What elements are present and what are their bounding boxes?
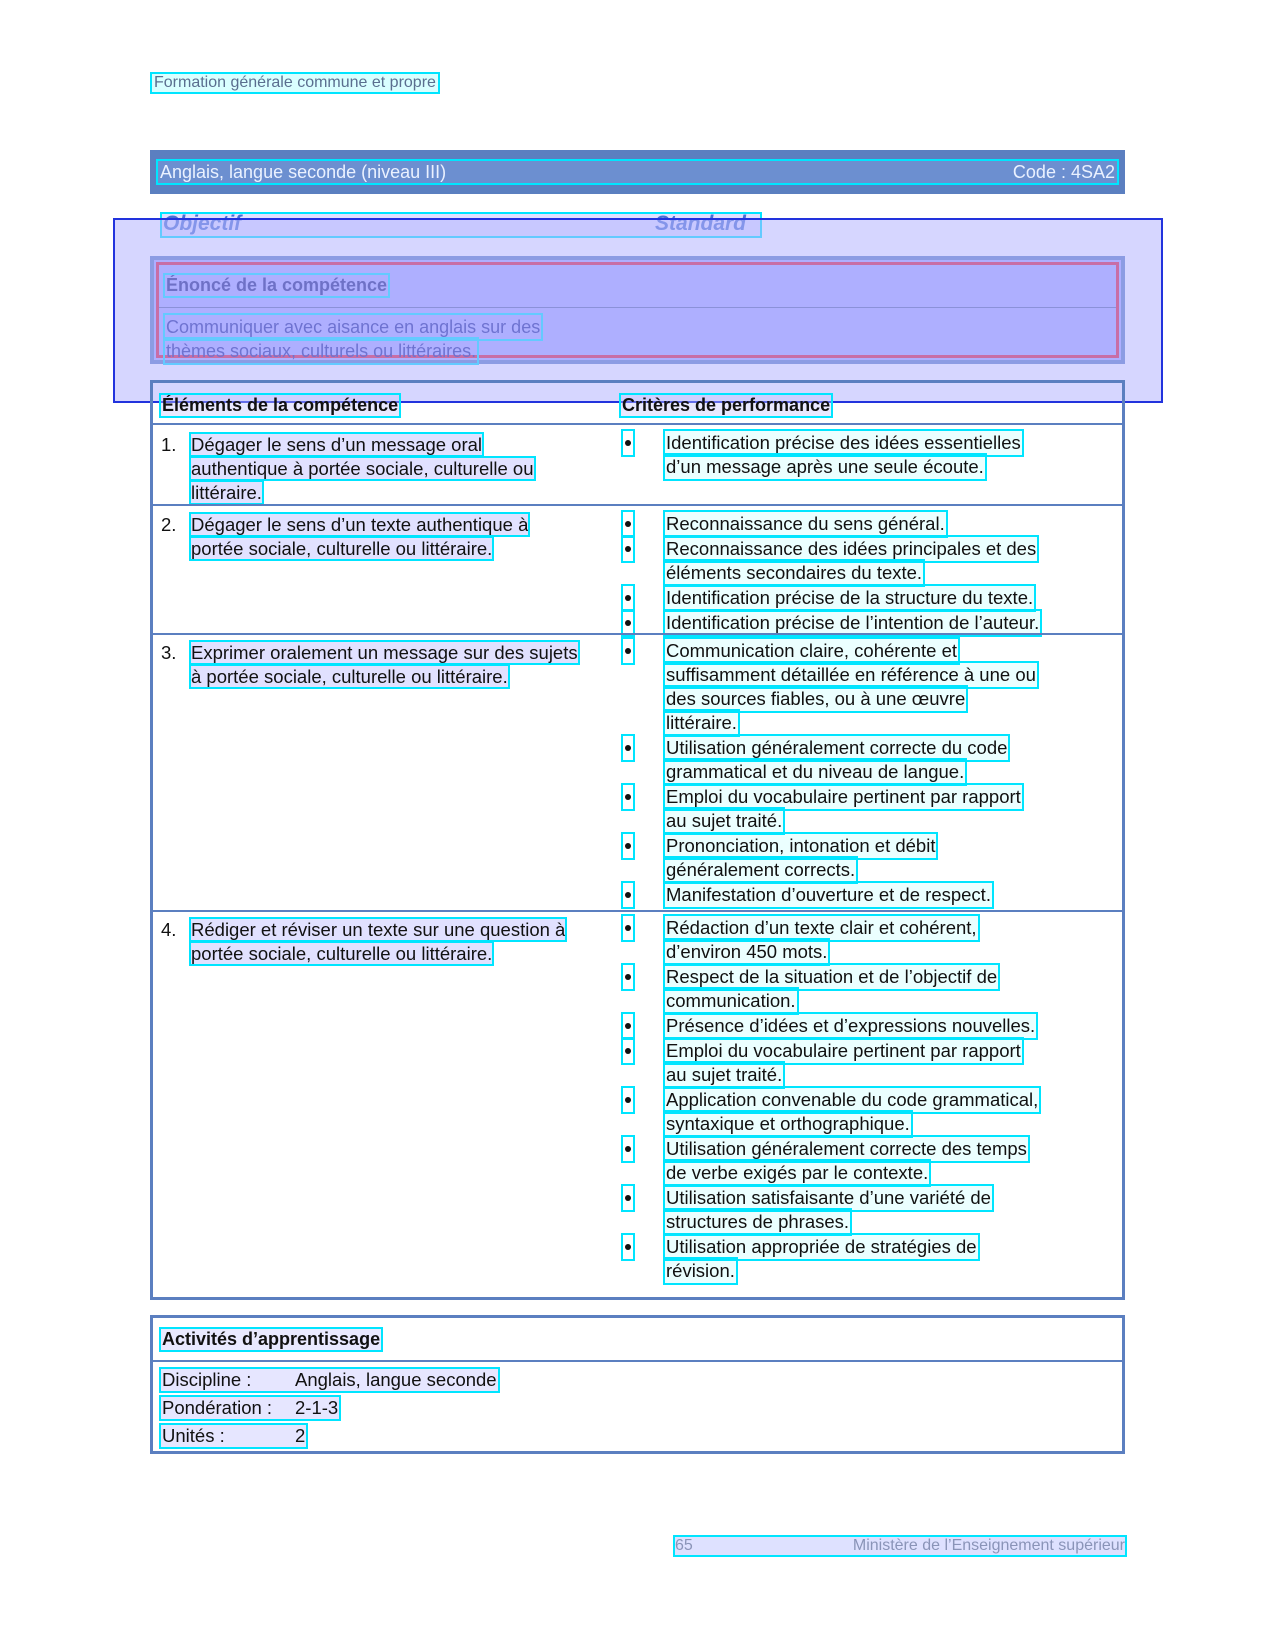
unites-label: Unités : bbox=[162, 1425, 225, 1446]
element-line: Dégager le sens d’un message oral bbox=[191, 434, 483, 455]
bullet-icon bbox=[623, 1235, 633, 1259]
criterion-line: Emploi du vocabulaire pertinent par rapport bbox=[666, 786, 1021, 807]
criterion-item bbox=[621, 512, 1121, 536]
activites-title: Activités d’apprentissage bbox=[162, 1329, 381, 1349]
bullet-icon bbox=[623, 1039, 633, 1063]
table-row-2-element bbox=[161, 513, 528, 561]
criterion-line: Rédaction d’un texte clair et cohérent, bbox=[666, 917, 977, 938]
criterion-item bbox=[621, 785, 1121, 833]
criterion-item bbox=[621, 1235, 1121, 1283]
table-divider bbox=[153, 504, 1122, 506]
table-row-3-criteria bbox=[621, 639, 1121, 908]
ponderation-row bbox=[161, 1397, 339, 1419]
bullet-icon bbox=[623, 1014, 633, 1038]
element-line: portée sociale, culturelle ou littéraire. bbox=[191, 538, 493, 559]
bullet-icon bbox=[623, 883, 633, 907]
course-code: Code : 4SA2 bbox=[1012, 161, 1115, 182]
criterion-line: Emploi du vocabulaire pertinent par rapport bbox=[666, 1040, 1021, 1061]
bullet-icon bbox=[623, 1137, 633, 1161]
table-row-4-element bbox=[161, 918, 565, 966]
course-title-bar bbox=[150, 150, 1125, 194]
criterion-item bbox=[621, 1088, 1121, 1136]
discipline-row bbox=[161, 1369, 498, 1391]
criterion-line: Identification précise des idées essentielles bbox=[666, 432, 1021, 453]
table-divider bbox=[153, 910, 1122, 912]
criterion-item bbox=[621, 965, 1121, 1013]
element-line: authentique à portée sociale, culturelle ou bbox=[191, 458, 534, 479]
criterion-line: littéraire. bbox=[666, 712, 737, 733]
criterion-line: grammatical et du niveau de langue. bbox=[666, 761, 965, 782]
element-line: portée sociale, culturelle ou littéraire. bbox=[191, 943, 493, 964]
criterion-item bbox=[621, 1137, 1121, 1185]
ponderation-label: Pondération : bbox=[162, 1397, 273, 1418]
criterion-line: Utilisation appropriée de stratégies de bbox=[666, 1236, 977, 1257]
course-title: Anglais, langue seconde (niveau III) bbox=[160, 161, 447, 182]
competence-table bbox=[150, 380, 1125, 1300]
criterion-line: Identification précise de la structure du texte. bbox=[666, 587, 1034, 608]
criterion-item bbox=[621, 639, 1121, 735]
bullet-icon bbox=[623, 965, 633, 989]
row-number: 4. bbox=[161, 919, 177, 940]
criterion-line: communication. bbox=[666, 990, 796, 1011]
criterion-line: Utilisation généralement correcte du code bbox=[666, 737, 1008, 758]
criterion-line: d’un message après une seule écoute. bbox=[666, 456, 984, 477]
criterion-line: Reconnaissance des idées principales et des bbox=[666, 538, 1037, 559]
table-row-2-criteria bbox=[621, 512, 1121, 636]
discipline-value: Anglais, langue seconde bbox=[295, 1369, 497, 1390]
criterion-line: Utilisation généralement correcte des temps bbox=[666, 1138, 1027, 1159]
criterion-item bbox=[621, 431, 1121, 479]
selection-overlay bbox=[113, 218, 1163, 403]
bullet-icon bbox=[623, 537, 633, 561]
table-row-3-element bbox=[161, 641, 578, 689]
criterion-line: Manifestation d’ouverture et de respect. bbox=[666, 884, 991, 905]
page-number: 65 bbox=[675, 1537, 693, 1554]
criterion-line: des sources fiables, ou à une œuvre bbox=[666, 688, 966, 709]
unites-row bbox=[161, 1425, 306, 1447]
element-line: à portée sociale, culturelle ou littéraire. bbox=[191, 666, 508, 687]
row-number: 3. bbox=[161, 642, 177, 663]
element-line: littéraire. bbox=[191, 482, 262, 503]
criterion-line: Application convenable du code grammatical, bbox=[666, 1089, 1039, 1110]
bullet-icon bbox=[623, 1186, 633, 1210]
bullet-icon bbox=[623, 611, 633, 635]
bullet-icon bbox=[623, 916, 633, 940]
bullet-icon bbox=[623, 512, 633, 536]
footer-organization: Ministère de l’Enseignement supérieur bbox=[852, 1537, 1125, 1554]
page-footer bbox=[675, 1537, 1125, 1555]
table-row-4-criteria bbox=[621, 916, 1121, 1284]
bullet-icon bbox=[623, 736, 633, 760]
criterion-line: Identification précise de l’intention de l’auteur. bbox=[666, 612, 1040, 633]
column-header-elements: Éléments de la compétence bbox=[162, 395, 399, 415]
criterion-line: Reconnaissance du sens général. bbox=[666, 513, 945, 534]
criterion-line: syntaxique et orthographique. bbox=[666, 1113, 910, 1134]
criterion-line: Communication claire, cohérente et bbox=[666, 640, 958, 661]
element-line: Exprimer oralement un message sur des sujets bbox=[191, 642, 578, 663]
criterion-item bbox=[621, 586, 1121, 610]
criterion-line: Présence d’idées et d’expressions nouvelles. bbox=[666, 1015, 1036, 1036]
column-header-criteres: Critères de performance bbox=[622, 395, 831, 415]
criterion-item bbox=[621, 916, 1121, 964]
criterion-item bbox=[621, 537, 1121, 585]
bullet-icon bbox=[623, 834, 633, 858]
bullet-icon bbox=[623, 785, 633, 809]
criterion-line: suffisamment détaillée en référence à une ou bbox=[666, 664, 1036, 685]
criterion-line: au sujet traité. bbox=[666, 1064, 783, 1085]
criterion-line: d’environ 450 mots. bbox=[666, 941, 828, 962]
element-line: Rédiger et réviser un texte sur une question à bbox=[191, 919, 566, 940]
criterion-item bbox=[621, 1039, 1121, 1087]
criterion-item bbox=[621, 736, 1121, 784]
element-line: Dégager le sens d’un texte authentique à bbox=[191, 514, 529, 535]
criterion-item bbox=[621, 611, 1121, 635]
table-row-1-criteria bbox=[621, 431, 1121, 480]
row-number: 2. bbox=[161, 514, 177, 535]
activites-box bbox=[150, 1315, 1125, 1454]
criterion-item bbox=[621, 1014, 1121, 1038]
criterion-item bbox=[621, 883, 1121, 907]
criterion-line: révision. bbox=[666, 1260, 735, 1281]
criterion-item bbox=[621, 834, 1121, 882]
criterion-line: Utilisation satisfaisante d’une variété de bbox=[666, 1187, 991, 1208]
criterion-line: de verbe exigés par le contexte. bbox=[666, 1162, 929, 1183]
activites-divider bbox=[153, 1360, 1122, 1362]
criterion-line: Respect de la situation et de l’objectif de bbox=[666, 966, 998, 987]
criterion-line: éléments secondaires du texte. bbox=[666, 562, 923, 583]
ponderation-value: 2-1-3 bbox=[295, 1397, 339, 1418]
bullet-icon bbox=[623, 1088, 633, 1112]
bullet-icon bbox=[623, 639, 633, 663]
criterion-line: généralement corrects. bbox=[666, 859, 856, 880]
criterion-line: Prononciation, intonation et débit bbox=[666, 835, 936, 856]
bullet-icon bbox=[623, 431, 633, 455]
row-number: 1. bbox=[161, 434, 177, 455]
unites-value: 2 bbox=[295, 1425, 306, 1446]
criterion-line: structures de phrases. bbox=[666, 1211, 850, 1232]
discipline-label: Discipline : bbox=[162, 1369, 252, 1390]
bullet-icon bbox=[623, 586, 633, 610]
table-divider bbox=[153, 423, 1122, 425]
criterion-line: au sujet traité. bbox=[666, 810, 783, 831]
table-divider bbox=[153, 633, 1122, 635]
table-row-1-element bbox=[161, 433, 534, 505]
criterion-item bbox=[621, 1186, 1121, 1234]
document-header-note: Formation générale commune et propre bbox=[154, 74, 436, 91]
